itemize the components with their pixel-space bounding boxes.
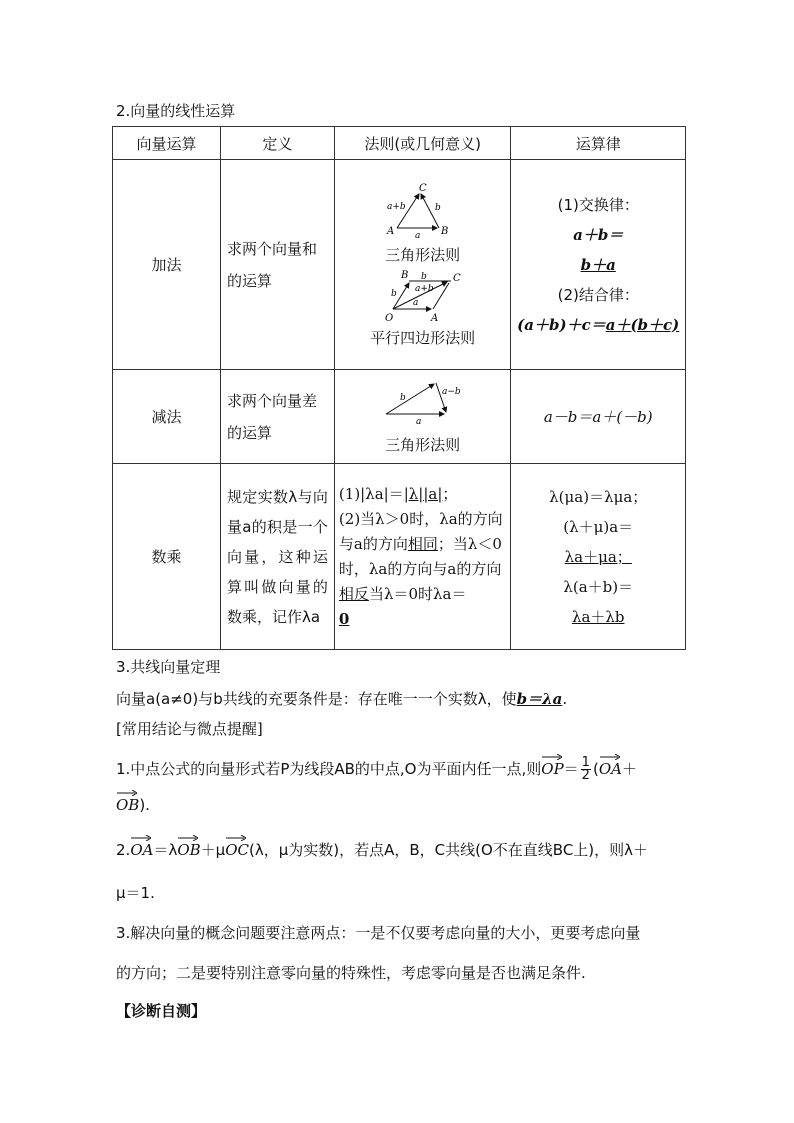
tip2-plus: ＋μ xyxy=(200,841,226,859)
tri-label-C: C xyxy=(418,182,427,194)
scalar-law-1: λ(μa)＝λμa； xyxy=(549,487,648,506)
tip-2 xyxy=(116,839,648,860)
tip1-paren: ( xyxy=(592,760,599,778)
law-commutative-lhs: a＋b＝ xyxy=(573,225,624,244)
sub-label-a: a xyxy=(415,417,422,424)
law-associative-title: (2)结合律： xyxy=(557,285,639,304)
tip-2-cont: μ＝1. xyxy=(116,884,155,902)
para-label-ab: a+b xyxy=(414,283,434,294)
para-label-C: C xyxy=(452,272,461,284)
tips-title: [常用结论与微点提醒] xyxy=(116,720,263,738)
para-label-b1: b xyxy=(390,288,397,299)
para-label-A: A xyxy=(430,312,438,323)
table-row-addition xyxy=(113,160,686,370)
collinear-text-a: 向量a(a≠0)与b共线的充要条件是：存在唯一一个实数λ，使 xyxy=(116,690,517,708)
table-header-row xyxy=(113,127,686,160)
rule2-c: ；当λ＜0时，λa的方向与a的方向 xyxy=(338,534,502,578)
op-addition: 加法 xyxy=(113,160,221,370)
tip2-eq: ＝λ xyxy=(153,841,178,859)
diagnosis-title: 【诊断自测】 xyxy=(116,1002,207,1020)
rule1-a: (1)|λa|＝ xyxy=(338,484,404,503)
law-commutative-title: (1)交换律： xyxy=(557,195,639,214)
rule-subtraction xyxy=(334,370,511,464)
table-row-scalar xyxy=(113,464,686,650)
tip-3-line-1: 3.解决向量的概念问题要注意两点：一是不仅要考虑向量的大小，更要考虑向量 xyxy=(116,924,641,942)
tip2-rest: (λ，μ为实数)，若点A，B，C共线(O不在直线BC上)，则λ＋ xyxy=(249,841,649,859)
vec-ob: OB xyxy=(116,796,139,814)
tri-label-A: A xyxy=(386,225,394,237)
tip-3-line-2: 的方向；二是要特别注意零向量的特殊性，考虑零向量是否也满足条件. xyxy=(116,964,586,982)
tip1-plus: ＋ xyxy=(621,760,637,778)
vec-oa: OA xyxy=(599,760,622,778)
def-scalar: 规定实数λ与向量a的积是一个向量，这种运算叫做向量的数乘，记作λa xyxy=(220,464,334,650)
tip-1-cont xyxy=(116,796,150,814)
triangle-rule-figure xyxy=(373,182,473,238)
tip1-eq: ＝ xyxy=(563,760,579,778)
para-label-a: a xyxy=(412,297,419,308)
vector-operations-table xyxy=(112,126,686,650)
rule1-c: ； xyxy=(442,484,458,503)
law-associative-lhs: (a＋b)＋c＝ xyxy=(517,315,606,334)
rule2-e: 当λ＝0时λa＝ xyxy=(368,584,467,603)
vec-op: OP xyxy=(541,760,563,778)
rule2-a: (2)当λ＞0时，λa的方向与a的方向 xyxy=(338,509,503,553)
vec-ob-2: OB xyxy=(177,841,200,859)
rule-addition xyxy=(334,160,511,370)
scalar-law-5: λa＋λb xyxy=(571,607,625,626)
scalar-law-2: (λ＋μ)a＝ xyxy=(563,517,634,536)
op-scalar: 数乘 xyxy=(113,464,221,650)
tri-label-ab: a+b xyxy=(386,201,406,212)
sub-label-b: b xyxy=(399,393,406,403)
law-associative-rhs: a＋(b＋c) xyxy=(605,315,680,334)
rule2-f: 0 xyxy=(338,609,350,628)
tri-label-B: B xyxy=(440,225,449,237)
def-addition: 求两个向量和的运算 xyxy=(220,160,334,370)
scalar-law-3: λa＋μa； xyxy=(564,547,632,566)
tri-label-b: b xyxy=(434,202,441,213)
caption-parallelogram-rule: 平行四边形法则 xyxy=(370,328,476,347)
tip1-end: ). xyxy=(139,796,150,814)
header-rule: 法则(或几何意义) xyxy=(334,127,511,160)
header-definition: 定义 xyxy=(220,127,334,160)
header-law: 运算律 xyxy=(511,127,686,160)
tip-1 xyxy=(116,757,637,782)
subtraction-figure xyxy=(378,378,468,424)
table-row-subtraction xyxy=(113,370,686,464)
fraction-half: $\frac{1}{2}$ xyxy=(581,755,590,783)
collinear-text-c: . xyxy=(562,690,568,708)
law-commutative-rhs: b＋a xyxy=(580,255,616,274)
law-subtraction: a－b＝a＋(－b) xyxy=(511,370,686,464)
op-subtraction: 减法 xyxy=(113,370,221,464)
vec-oc: OC xyxy=(225,841,249,859)
parallelogram-rule-figure xyxy=(373,269,473,323)
law-addition xyxy=(511,160,686,370)
collinear-theorem xyxy=(116,688,567,709)
rule2-b: 相同 xyxy=(407,534,438,553)
tip1-text: 1.中点公式的向量形式若P为线段AB的中点,O为平面内任一点,则 xyxy=(116,760,542,778)
para-label-b2: b xyxy=(420,271,427,282)
para-label-O: O xyxy=(384,312,393,323)
section-3-title: 3.共线向量定理 xyxy=(116,658,221,676)
law-scalar xyxy=(511,464,686,650)
def-subtraction: 求两个向量差的运算 xyxy=(220,370,334,464)
rule2-d: 相反 xyxy=(338,584,369,603)
rule1-b: |λ||a| xyxy=(403,484,443,503)
sub-label-amb: a−b xyxy=(441,387,461,397)
vec-oa-2: OA xyxy=(130,841,153,859)
caption-subtraction-rule: 三角形法则 xyxy=(385,436,461,454)
rule-scalar xyxy=(334,464,511,650)
caption-triangle-rule: 三角形法则 xyxy=(385,245,461,264)
header-operation: 向量运算 xyxy=(113,127,221,160)
tip2-num: 2. xyxy=(116,841,131,859)
scalar-law-4: λ(a＋b)＝ xyxy=(563,577,634,596)
collinear-text-b: b＝λa xyxy=(516,690,563,708)
tri-label-a: a xyxy=(414,230,421,238)
para-label-B: B xyxy=(400,269,409,281)
section-2-title: 2.向量的线性运算 xyxy=(116,102,236,120)
